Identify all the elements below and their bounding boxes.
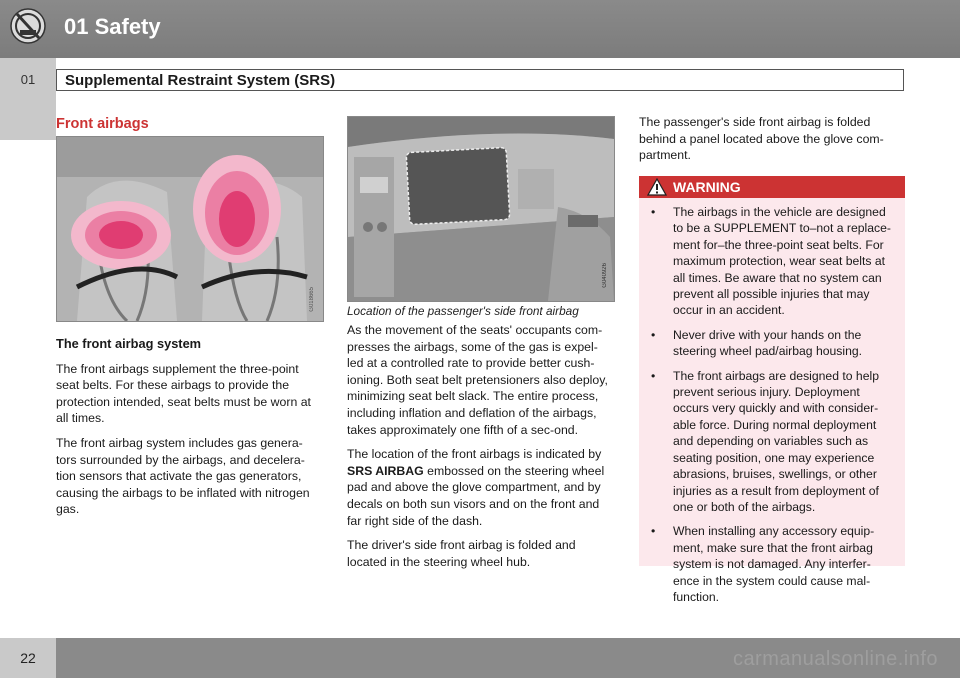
list-item (651, 523, 895, 605)
chapter-number: 01 (20, 72, 36, 87)
paragraph: The front airbag system includes gas genera-tors surrounded by the airbags, and decelera-tion sensors that activate the gas generators, causing the airbags to be inflated with nitrogen gas. (56, 435, 310, 517)
paragraph: The driver's side front airbag is folded and located in the steering wheel hub. (347, 538, 576, 569)
warning-text: When installing any accessory equip-ment, make sure that the front airbag system is not damaged. Any interfer-ence in the system could cause mal-function. (673, 524, 875, 604)
list-item (651, 327, 895, 360)
text-run: The location of the front airbags is indicated by (347, 447, 602, 462)
paragraph: The passenger's side front airbag is folded behind a panel located above the glove com-partment. (639, 115, 884, 163)
bullet: • (651, 327, 656, 342)
dashboard-figure (347, 116, 615, 302)
paragraph: The front airbags supplement the three-point seat belts. For these airbags to provide the protection intended, seat belts must be worn at all times. (56, 361, 311, 426)
column-1-text (56, 336, 322, 526)
bullet: • (651, 524, 656, 539)
figure-code: G018665 (309, 287, 315, 312)
paragraph: As the movement of the seats' occupants com-presses the airbags, some of the gas is expel-led at a controlled rate to provide better cush-ioning. Both seat belt pretensioners also deploy, minimizing seat belt slack. The entire process, including inflation and deflation of the airbags, takes approximately one fifth of a sec-ond. (347, 323, 608, 437)
no-airbag-logo-icon (0, 0, 56, 58)
warning-box (639, 176, 905, 604)
page-number: 22 (20, 650, 36, 666)
warning-list (639, 204, 905, 613)
chapter-title: 01 Safety (64, 14, 161, 39)
section-bar (56, 69, 904, 91)
warning-text: The airbags in the vehicle are designed to be a SUPPLEMENT to–not a replace-ment for–the three-point seat belts. For maximum protection, wear seat belts at all times. Be aware that no system can prevent all possible injuries that may occur in an accident. (673, 205, 891, 318)
watermark: carmanualsonline.info (732, 648, 938, 670)
section-title: Supplemental Restraint System (SRS) (65, 72, 336, 89)
list-item (651, 368, 895, 516)
column-2-text (347, 322, 613, 578)
bullet: • (651, 368, 656, 383)
warning-triangle-icon (647, 178, 667, 201)
warning-text: Never drive with your hands on the steering wheel pad/airbag housing. (673, 327, 863, 359)
warning-title: WARNING (673, 179, 741, 195)
warning-text: The front airbags are designed to help prevent serious injury. Deployment occurs very quickly and with consider-able force. During normal deployment and depending on variables such as seating position, one may experience abrasions, bruises, swellings, or other injuries as a result from deployment of one or both of the airbags. (673, 368, 879, 514)
bullet: • (651, 205, 656, 219)
list-item (651, 204, 895, 319)
airbag-deployment-figure (56, 136, 324, 322)
column-3-intro (639, 114, 905, 172)
front-airbag-system-subheading: The front airbag system (56, 336, 202, 351)
srs-airbag-paragraph (347, 446, 613, 529)
figure-code: G040926 (602, 263, 608, 288)
chapter-tab (0, 58, 56, 140)
figure-caption: Location of the passenger's side front airbag (347, 304, 579, 318)
front-airbags-heading: Front airbags (56, 116, 149, 132)
warning-header (639, 176, 905, 198)
srs-airbag-label: SRS AIRBAG (347, 463, 424, 478)
text-run: embossed on the steering wheel pad and above the glove compartment, and by decals on both sun visors and on the front and far right side of the dash. (347, 463, 605, 528)
